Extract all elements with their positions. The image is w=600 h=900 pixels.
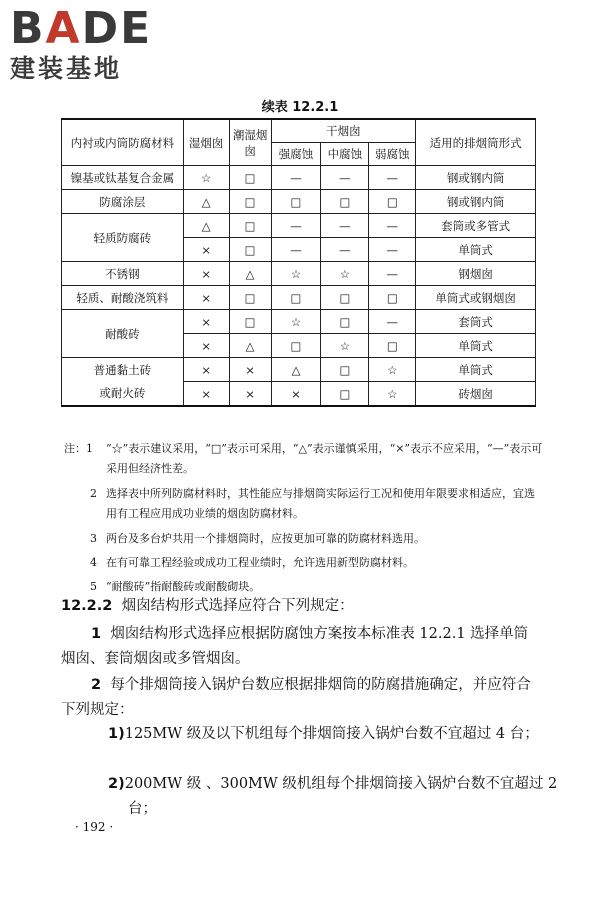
symbol-cell: □ xyxy=(271,190,321,214)
symbol-cell: — xyxy=(321,166,369,190)
symbol-cell: × xyxy=(183,310,229,334)
note-text: “☆”表示建议采用，“□”表示可采用，“△”表示谨慎采用，“×”表示不应采用，“—”表示可采用但经济性差。 xyxy=(106,442,543,475)
symbol-cell: □ xyxy=(369,190,416,214)
type-cell: 钢或钢内筒 xyxy=(416,166,536,190)
material-cell: 防腐涂层 xyxy=(62,190,184,214)
symbol-cell: × xyxy=(183,238,229,262)
page-number: · 192 · xyxy=(75,820,114,834)
table-row xyxy=(62,166,536,190)
symbol-cell: □ xyxy=(321,358,369,382)
type-cell: 单筒式 xyxy=(416,238,536,262)
note-text: “耐酸砖”指耐酸砖或耐酸砌块。 xyxy=(106,580,261,593)
material-cell xyxy=(62,358,184,407)
logo-wordmark: BADE xyxy=(10,3,153,54)
type-cell: 套筒或多管式 xyxy=(416,214,536,238)
clause-number: 1 xyxy=(91,626,102,642)
subclause-text: 200MW 级 、300MW 级机组每个排烟筒接入锅炉台数不宜超过 2 台； xyxy=(124,776,558,817)
note-text: 两台及多台炉共用一个排烟筒时，应按更加可靠的防腐材料选用。 xyxy=(106,532,425,545)
subclause-text: 125MW 级及以下机组每个排烟筒接入锅炉台数不宜超过 4 台； xyxy=(124,726,539,742)
clause-number: 2 xyxy=(91,677,102,693)
clause-2 xyxy=(61,673,541,723)
table-title: 续表 12.2.1 xyxy=(261,100,339,115)
type-cell: 单筒式 xyxy=(416,334,536,358)
material-cell: 耐酸砖 xyxy=(62,310,184,358)
clause-text: 每个排烟筒接入锅炉台数应根据排烟筒的防腐措施确定，并应符合下列规定： xyxy=(61,677,531,718)
symbol-cell: □ xyxy=(321,190,369,214)
section-title: 烟囱结构形式选择应符合下列规定： xyxy=(121,598,354,614)
note-number: 注：1 xyxy=(64,442,93,455)
header-material: 内衬或内筒防腐材料 xyxy=(62,119,184,166)
note-item xyxy=(64,553,544,573)
note-item xyxy=(64,439,544,479)
material-cell: 镍基或钛基复合金属 xyxy=(62,166,184,190)
type-cell: 套筒式 xyxy=(416,310,536,334)
symbol-cell: □ xyxy=(321,286,369,310)
symbol-cell: △ xyxy=(229,334,271,358)
table-row xyxy=(62,262,536,286)
symbol-cell: — xyxy=(271,166,321,190)
symbol-cell: ☆ xyxy=(321,262,369,286)
clause-1 xyxy=(61,622,541,672)
symbol-cell: ☆ xyxy=(321,334,369,358)
symbol-cell: — xyxy=(369,238,416,262)
symbol-cell: — xyxy=(321,238,369,262)
type-cell: 单筒式 xyxy=(416,358,536,382)
symbol-cell: △ xyxy=(271,358,321,382)
symbol-cell: — xyxy=(271,238,321,262)
symbol-cell: □ xyxy=(229,166,271,190)
symbol-cell: □ xyxy=(271,334,321,358)
symbol-cell: ☆ xyxy=(271,310,321,334)
material-cell: 轻质防腐砖 xyxy=(62,214,184,262)
symbol-cell: ☆ xyxy=(369,358,416,382)
symbol-cell: × xyxy=(271,382,321,407)
symbol-cell: △ xyxy=(229,262,271,286)
table-row xyxy=(62,358,536,382)
symbol-cell: □ xyxy=(229,238,271,262)
symbol-cell: ☆ xyxy=(369,382,416,407)
note-number: 3 xyxy=(90,532,97,545)
symbol-cell: — xyxy=(369,166,416,190)
symbol-cell: × xyxy=(183,286,229,310)
type-cell: 单筒式或钢烟囱 xyxy=(416,286,536,310)
symbol-cell: × xyxy=(183,358,229,382)
symbol-cell: × xyxy=(229,382,271,407)
note-number: 2 xyxy=(90,487,97,500)
table-row xyxy=(62,286,536,310)
symbol-cell: △ xyxy=(183,190,229,214)
clause-text: 烟囱结构形式选择应根据防腐蚀方案按本标准表 12.2.1 选择单筒烟囱、套筒烟囱或多管烟囱。 xyxy=(61,626,529,667)
material-table xyxy=(61,118,536,407)
table-row xyxy=(62,190,536,214)
header-wet: 湿烟囱 xyxy=(183,119,229,166)
logo-subtitle: 建装基地 xyxy=(10,54,123,83)
material-cell: 轻质、耐酸浇筑料 xyxy=(62,286,184,310)
table-row xyxy=(62,310,536,334)
note-text: 在有可靠工程经验或成功工程业绩时，允许选用新型防腐材料。 xyxy=(106,556,414,569)
table-notes xyxy=(64,439,544,597)
symbol-cell: □ xyxy=(229,190,271,214)
subclause-1 xyxy=(108,722,558,747)
note-number: 4 xyxy=(90,556,97,569)
type-cell: 砖烟囱 xyxy=(416,382,536,407)
table-row xyxy=(62,214,536,238)
material-line: 或耐火砖 xyxy=(99,385,146,400)
symbol-cell: △ xyxy=(183,214,229,238)
symbol-cell: ☆ xyxy=(271,262,321,286)
symbol-cell: × xyxy=(183,262,229,286)
symbol-cell: — xyxy=(369,310,416,334)
symbol-cell: — xyxy=(271,214,321,238)
symbol-cell: □ xyxy=(271,286,321,310)
header-medium: 中腐蚀 xyxy=(321,143,369,166)
subclause-number: 2) xyxy=(108,776,125,792)
type-cell: 钢烟囱 xyxy=(416,262,536,286)
symbol-cell: × xyxy=(229,358,271,382)
header-strong: 强腐蚀 xyxy=(271,143,321,166)
material-line: 普通黏土砖 xyxy=(93,362,152,377)
symbol-cell: — xyxy=(321,214,369,238)
symbol-cell: □ xyxy=(369,286,416,310)
symbol-cell: □ xyxy=(321,310,369,334)
subclause-2 xyxy=(108,772,558,822)
symbol-cell: ☆ xyxy=(183,166,229,190)
header-dry: 干烟囱 xyxy=(271,119,416,143)
header-type: 适用的排烟筒形式 xyxy=(416,119,536,166)
symbol-cell: □ xyxy=(229,310,271,334)
symbol-cell: — xyxy=(369,262,416,286)
symbol-cell: □ xyxy=(321,382,369,407)
symbol-cell: × xyxy=(183,334,229,358)
note-number: 5 xyxy=(90,580,97,593)
section-heading xyxy=(61,594,541,619)
note-item xyxy=(64,484,544,524)
note-item xyxy=(64,529,544,549)
note-text: 选择表中所列防腐材料时，其性能应与排烟筒实际运行工况和使用年限要求相适应，宜选用有工程应用成功业绩的烟囱防腐材料。 xyxy=(106,487,535,520)
material-cell: 不锈钢 xyxy=(62,262,184,286)
type-cell: 钢或钢内筒 xyxy=(416,190,536,214)
symbol-cell: — xyxy=(369,214,416,238)
symbol-cell: □ xyxy=(229,214,271,238)
header-damp: 潮湿烟囱 xyxy=(229,119,271,166)
subclause-number: 1) xyxy=(108,726,125,742)
symbol-cell: × xyxy=(183,382,229,407)
logo xyxy=(10,3,210,84)
header-weak: 弱腐蚀 xyxy=(369,143,416,166)
symbol-cell: □ xyxy=(369,334,416,358)
symbol-cell: □ xyxy=(229,286,271,310)
section-number: 12.2.2 xyxy=(61,598,113,614)
